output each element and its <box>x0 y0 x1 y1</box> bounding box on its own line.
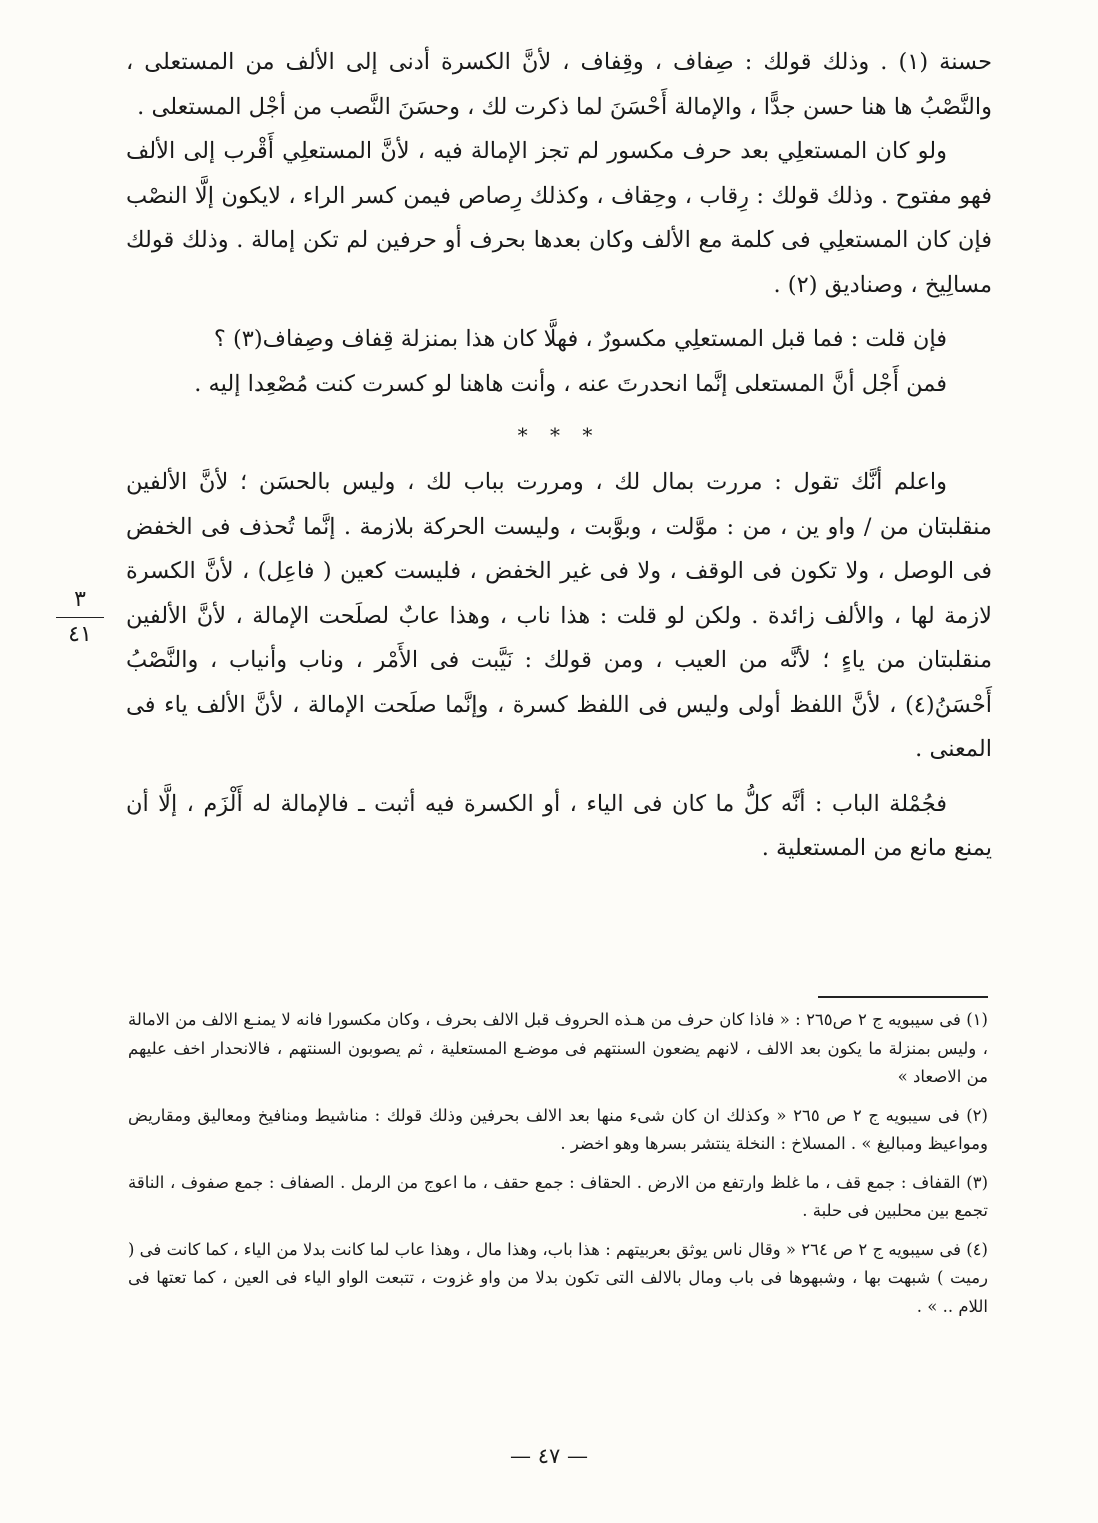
margin-reference <box>50 585 110 650</box>
paragraph-2: ولو كان المستعلِي بعد حرف مكسور لم تجز الإمالة فيه ، لأنَّ المستعلِي أَقْرب إلى الألف فهو مفتوح . وذلك قولك : رِقاب ، وحِقاف ، وكذلك رِصاص فيمن كسر الراء ، لايكون إلَّا النصْب فإن كان المستعلِي فى كلمة مع الألف وكان بعدها بحرف أو حرفين لم تكن إمالة . وذلك قولك مسالِيخ ، وصناديق (٢) . <box>126 138 992 298</box>
paragraph-1: حسنة (١) . وذلك قولك : صِفاف ، وقِفاف ، لأنَّ الكسرة أدنى إلى الألف من المستعلى ، والنَّصْبُ ها هنا حسن جدًّا ، والإمالة أَحْسَنَ لما ذكرت لك ، وحسَنَ النَّصب من أجْل المستعلى . <box>126 49 992 120</box>
footnote-1: (١) فى سيبويه ج ٢ ص٢٦٥ : « فاذا كان حرف من هـذه الحروف قبل الالف بحرف ، وكان مكسورا فانه لا يمنـع الالف من الامالة ، وليس بمنزلة ما يكون بعد الالف ، لانهم يضعون السنتهم فى موضـع المستعلية ، ثم يصوبون السنتهم ، فالانحدار اخف عليهم من الاصعاد » <box>128 1010 988 1086</box>
margin-ref-bottom: ٤١ <box>68 622 92 647</box>
margin-ref-rule <box>56 617 104 618</box>
paragraph-4: فجُمْلة الباب : أنَّه كلُّ ما كان فى الياء ، أو الكسرة فيه أثبت ـ فالإمالة له أَلْزَم ، إلَّا أن يمنع مانع من المستعلية . <box>126 790 992 861</box>
page-number: — ٤٧ — <box>510 1444 588 1468</box>
margin-ref-top: ٣ <box>74 587 86 612</box>
section-separator: * * * <box>517 423 601 447</box>
quote-question: فإن قلت : فما قبل المستعلِي مكسورٌ ، فهلَّا كان هذا بمنزلة قِفاف وصِفاف(٣) ؟ <box>213 326 947 352</box>
paragraph-3: واعلم أنَّك تقول : مررت بمال لك ، ومررت بباب لك ، وليس بالحسَن ؛ لأنَّ الألفين منقلبتان من / واو ين ، من : موَّلت ، وبوَّبت ، وليست الحركة بلازمة . إنَّما تُحذف فى الخفض فى الوصل ، ولا تكون فى الوقف ، ولا فى غير الخفض ، فليست كعين ( فاعِل) ، لأنَّ الكسرة لازمة لها ، والألف زائدة . ولكن لو قلت : هذا ناب ، وهذا عابٌ لصلَحت الإمالة ، لأنَّ الألفين منقلبتان من ياءٍ ؛ لأنَّه من العيب ، ومن قولك : نَيَّبت فى الأَمْر ، وناب وأنياب ، والنَّصْبُ أَحْسَنُ(٤) ، لأنَّ اللفظ أولى وليس فى اللفظ كسرة ، وإنَّما صلَحت الإمالة ، لأنَّ الألف ياء فى المعنى . <box>126 469 992 762</box>
footnote-separator-rule <box>818 996 988 998</box>
main-text <box>126 40 992 871</box>
footnote-2: (٢) فى سيبويه ج ٢ ص ٢٦٥ « وكذلك ان كان شىء منها بعد الالف بحرفين وذلك قولك : مناشيط ومنافيخ ومعاليق ومقاريض ومواعيظ ومباليغ » . المسلاخ : النخلة ينتشر بسرها وهو اخضر . <box>128 1105 988 1153</box>
quote-answer: فمن أَجْل أنَّ المستعلى إنَّما انحدرتَ عنه ، وأنت هاهنا لو كسرت كنت مُصْعِدا إليه . <box>194 370 947 397</box>
footnote-3: (٣) القفاف : جمع قف ، ما غلظ وارتفع من الارض . الحقاف : جمع حقف ، ما اعوج من الرمل . الصفاف : جمع صفوف ، الناقة تجمع بين محلبين فى حلبة . <box>128 1172 988 1220</box>
footnotes <box>128 1006 988 1331</box>
footnote-4: (٤) فى سيبويه ج ٢ ص ٢٦٤ « وقال ناس يوثق بعربيتهم : هذا باب، وهذا مال ، وهذا عاب لما كانت بدلا من الياء ، كما كانت فى ( رميت ) شبهت بها ، وشبهوها فى باب ومال بالالف التى تكون بدلا من واو غزوت ، تتبعت الواو الياء فى العين ، كما تعتها فى اللام .. » . <box>128 1239 988 1316</box>
